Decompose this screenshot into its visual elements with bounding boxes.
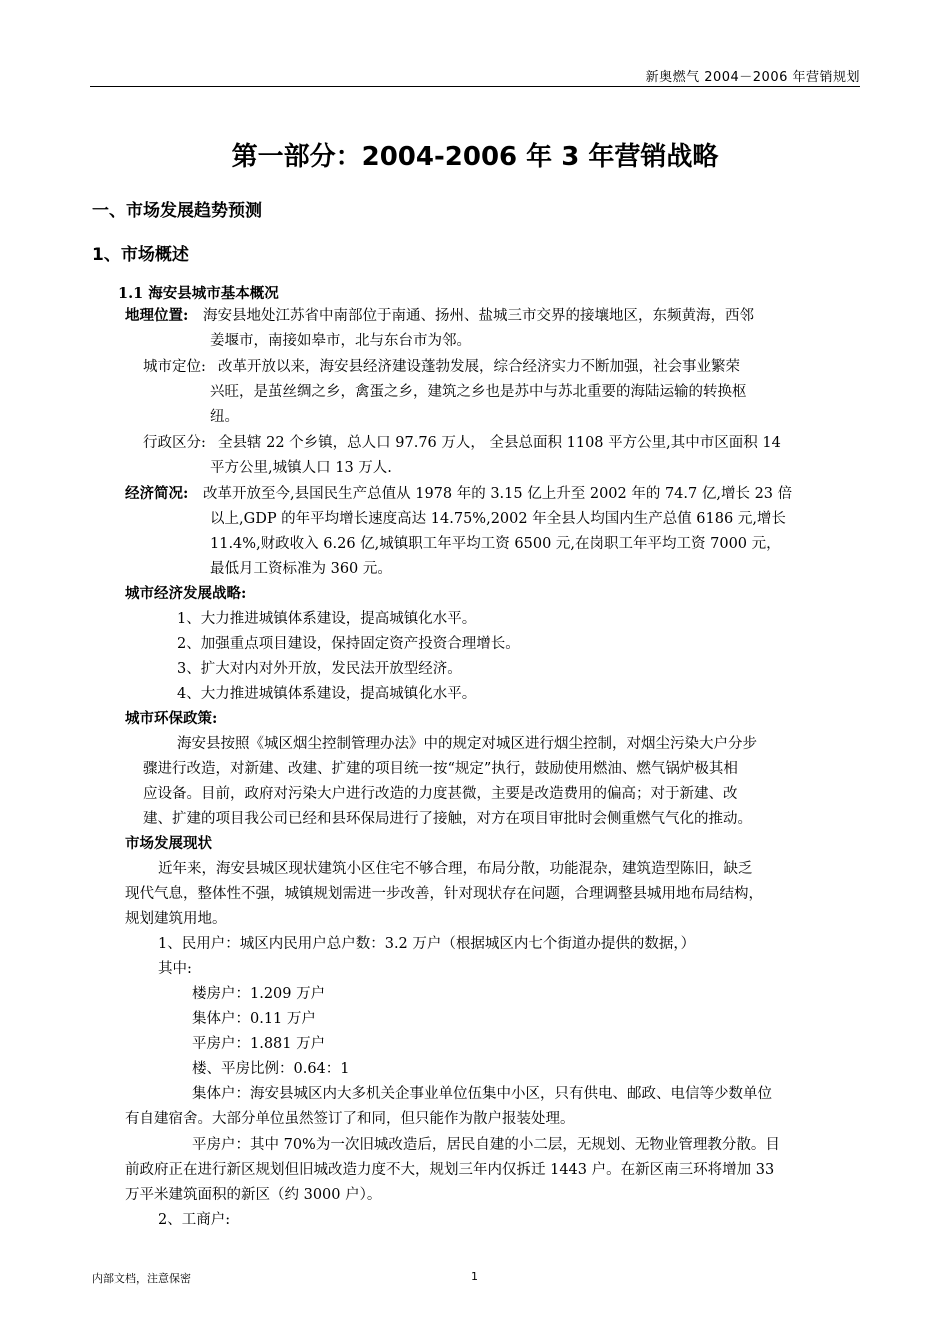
geo-text: 姜堰市，南接如皋市，北与东台市为邻。 — [210, 333, 471, 349]
economy-text: 最低月工资标准为 360 元。 — [210, 561, 392, 577]
page-number: 1 — [471, 1270, 478, 1283]
position-label: 城市定位: — [143, 359, 206, 375]
env-text: 海安县按照《城区烟尘控制管理办法》中的规定对城区进行烟尘控制，对烟尘污染大户分步 — [177, 736, 757, 752]
position-text: 兴旺，是茧丝绸之乡，禽蛋之乡，建筑之乡也是苏中与苏北重要的海陆运输的转换枢 — [210, 384, 747, 400]
commercial-text: 2、工商户: — [158, 1212, 231, 1228]
page-title: 第一部分：2004-2006 年 3 年营销战略 — [231, 142, 719, 172]
collective-count: 集体户：0.11 万户 — [192, 1011, 316, 1027]
among-text: 其中: — [158, 961, 192, 977]
section-heading: 一、市场发展趋势预测 — [92, 201, 262, 221]
strategy-item: 1、大力推进城镇体系建设，提高城镇化水平。 — [177, 611, 477, 627]
env-text: 骤进行改造，对新建、改建、扩建的项目统一按“规定”执行，鼓励使用燃油、燃气锅炉极其相 — [143, 761, 738, 777]
building-count: 楼房户：1.209 万户 — [192, 986, 326, 1002]
env-text: 建、扩建的项目我公司已经和县环保局进行了接触，对方在项目审批时会侧重燃气气化的推动。 — [143, 811, 752, 827]
admin-label: 行政区分: — [143, 435, 206, 451]
strategy-item: 4、大力推进城镇体系建设，提高城镇化水平。 — [177, 686, 477, 702]
geo-label: 地理位置: — [125, 307, 189, 324]
strategy-item: 2、加强重点项目建设，保持固定资产投资合理增长。 — [177, 636, 520, 652]
economy-label: 经济简况: — [125, 485, 189, 502]
page-header: 新奥燃气 2004－2006 年营销规划 — [645, 70, 860, 85]
collective-text: 集体户：海安县城区内大多机关企事业单位伍集中小区，只有供电、邮政、电信等少数单位 — [192, 1086, 772, 1102]
position-text: 纽。 — [210, 409, 239, 425]
strategy-item: 3、扩大对内对外开放，发民法开放型经济。 — [177, 661, 462, 677]
footer-confidential: 内部文档，注意保密 — [92, 1272, 191, 1285]
geo-text: 海安县地处江苏省中南部位于南通、扬州、盐城三市交界的接壤地区，东频黄海，西邻 — [203, 308, 754, 324]
status-label: 市场发展现状 — [125, 835, 212, 852]
env-text: 应设备。目前，政府对污染大户进行改造的力度甚微，主要是改造费用的偏高；对于新建、改 — [143, 786, 738, 802]
residents-text: 1、民用户：城区内民用户总户数：3.2 万户（根据城区内七个街道办提供的数据，） — [158, 936, 696, 952]
economy-text: 11.4%,财政收入 6.26 亿,城镇职工年平均工资 6500 元,在岗职工年平均工资 7000 元， — [210, 536, 781, 552]
subsubsection-heading: 1.1 海安县城市基本概况 — [118, 285, 279, 302]
subsection-heading: 1、市场概述 — [92, 245, 189, 265]
economy-text: 改革开放至今,县国民生产总值从 1978 年的 3.15 亿上升至 2002 年的 74.7 亿,增长 23 倍 — [203, 486, 793, 502]
status-text: 现代气息，整体性不强，城镇规划需进一步改善，针对现状存在问题，合理调整县城用地布局结构， — [125, 886, 763, 902]
bungalow-text: 前政府正在进行新区规划但旧城改造力度不大，规划三年内仅拆迁 1443 户。在新区南三环将增加 33 — [125, 1162, 775, 1178]
economy-text: 以上,GDP 的年平均增长速度高达 14.75%,2002 年全县人均国内生产总值 6186 元,增长 — [210, 511, 786, 527]
bungalow-text: 万平米建筑面积的新区（约 3000 户）。 — [125, 1187, 382, 1203]
position-text: 改革开放以来，海安县经济建设蓬勃发展，综合经济实力不断加强，社会事业繁荣 — [218, 359, 740, 375]
bungalow-text: 平房户：其中 70%为一次旧城改造后，居民自建的小二层，无规划、无物业管理教分散。目 — [192, 1137, 780, 1153]
status-text: 近年来，海安县城区现状建筑小区住宅不够合理，布局分散，功能混杂，建筑造型陈旧，缺乏 — [158, 861, 753, 877]
admin-text: 平方公里,城镇人口 13 万人. — [210, 460, 392, 476]
status-text: 规划建筑用地。 — [125, 911, 227, 927]
collective-text: 有自建宿舍。大部分单位虽然签订了和同，但只能作为散户报装处理。 — [125, 1111, 575, 1127]
env-label: 城市环保政策: — [125, 710, 218, 727]
ratio-text: 楼、平房比例：0.64：1 — [192, 1061, 350, 1077]
strategy-label: 城市经济发展战略: — [125, 585, 247, 602]
header-rule — [90, 86, 860, 87]
bungalow-count: 平房户：1.881 万户 — [192, 1036, 326, 1052]
admin-text: 全县辖 22 个乡镇，总人口 97.76 万人， 全县总面积 1108 平方公里,其中市区面积 14 — [218, 435, 781, 451]
